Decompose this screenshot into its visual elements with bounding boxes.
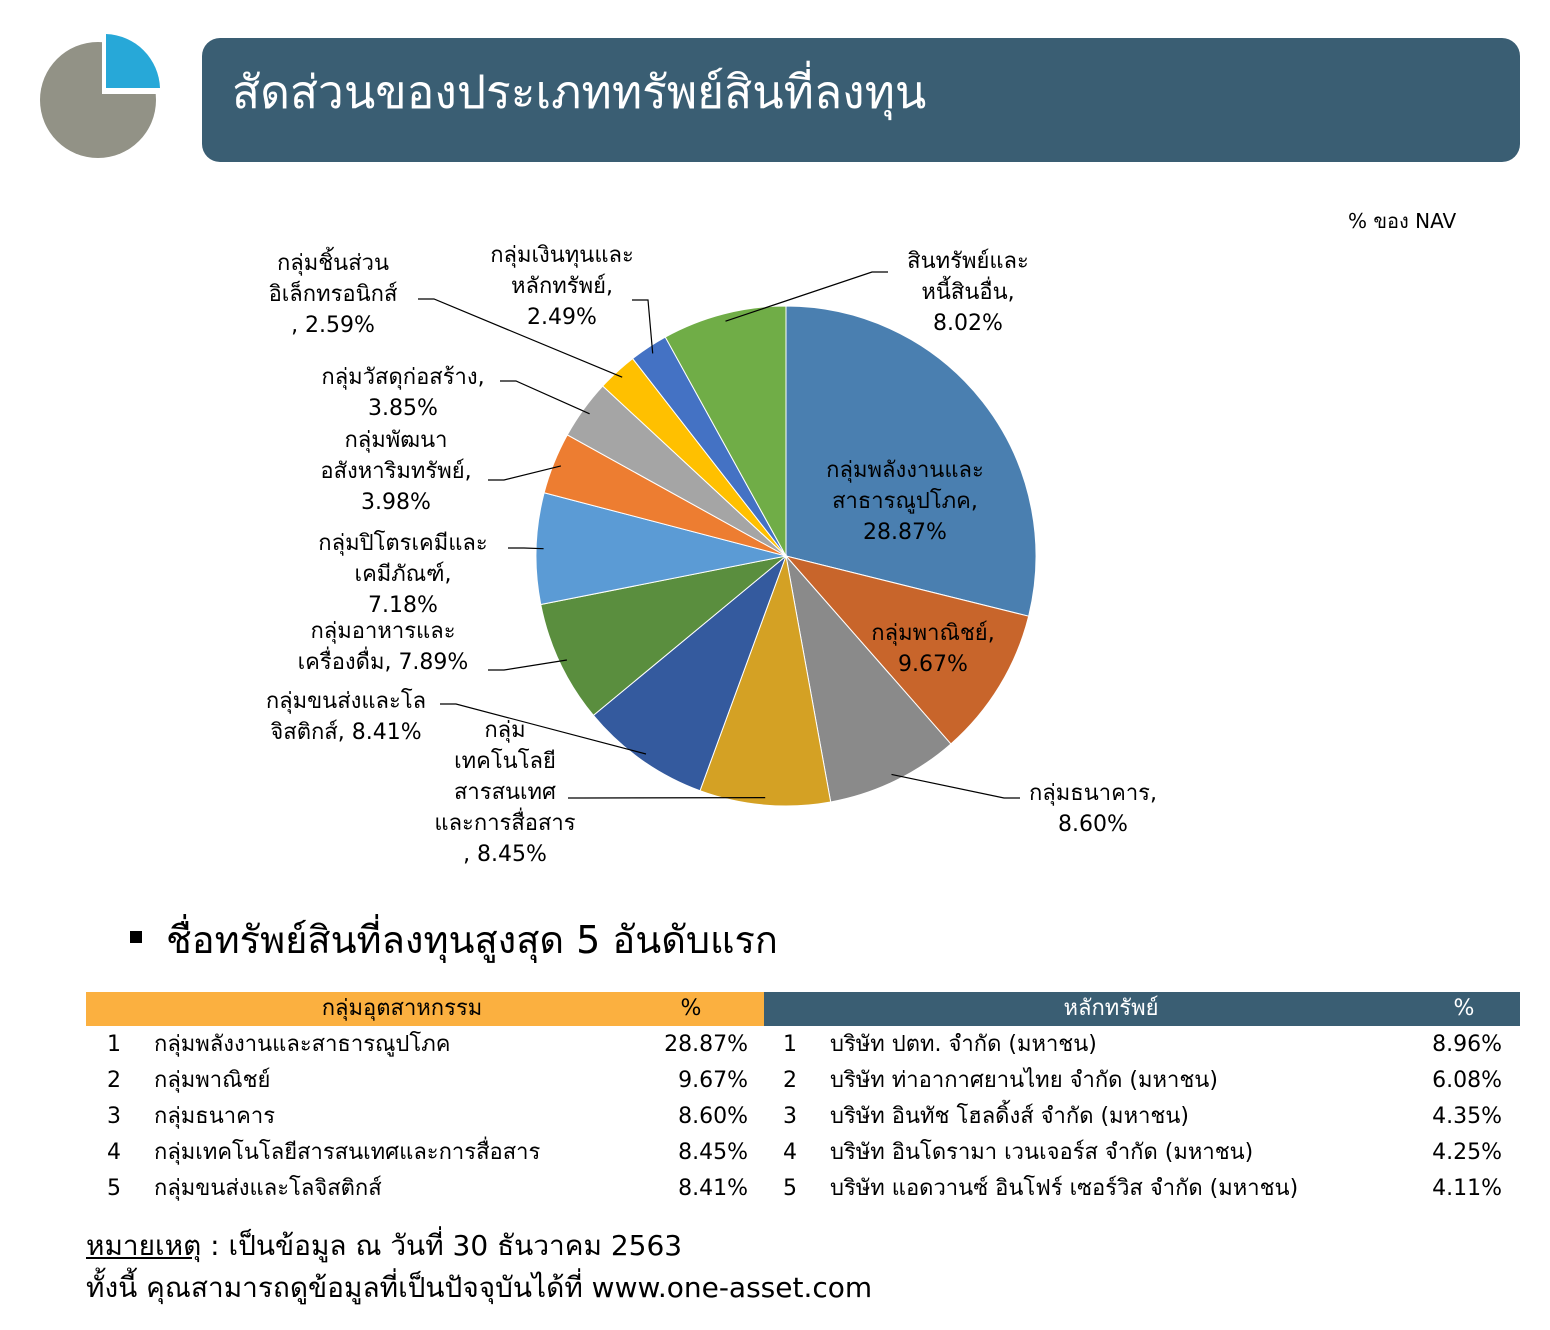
pie-slice-label-line: 2.49% — [527, 305, 597, 330]
note-line-1 — [86, 1226, 682, 1266]
note-line-2: ทั้งนี้ คุณสามารถดูข้อมูลที่เป็นปัจจุบันได้ที่ www.one-asset.com — [86, 1271, 873, 1304]
table-cell-rank: 5 — [107, 1176, 121, 1201]
pie-slice-label-line: อสังหาริมทรัพย์, — [320, 459, 472, 484]
table-cell-rank: 4 — [107, 1140, 121, 1165]
table-cell-pct: 4.11% — [1432, 1176, 1502, 1201]
table-cell-rank: 5 — [783, 1176, 797, 1201]
pie-slice-label-line: 3.98% — [361, 490, 431, 515]
securities-header-pct: % — [1453, 996, 1475, 1021]
pie-slice-label-line: กลุ่มปิโตรเคมีและ — [318, 531, 488, 556]
table-cell-name: กลุ่มขนส่งและโลจิสติกส์ — [154, 1176, 382, 1201]
note-label: หมายเหตุ — [86, 1229, 202, 1262]
table-cell-name: กลุ่มพลังงานและสาธารณูปโภค — [154, 1032, 451, 1057]
table-cell-name: กลุ่มเทคโนโลยีสารสนเทศและการสื่อสาร — [154, 1140, 541, 1165]
top5-heading: ชื่อทรัพย์สินที่ลงทุนสูงสุด 5 อันดับแรก — [130, 912, 778, 968]
pie-slice-label — [775, 455, 1035, 548]
pie-slice-label-line: หลักทรัพย์, — [510, 274, 613, 299]
pie-slice-label-line: เทคโนโลยี — [454, 749, 556, 774]
industry-header-name: กลุ่มอุตสาหกรรม — [321, 996, 483, 1021]
page-title: สัดส่วนของประเภททรัพย์สินที่ลงทุน — [232, 65, 927, 119]
pie-slice-label-line: กลุ่มวัสดุก่อสร้าง, — [321, 365, 485, 390]
note-text: : เป็นข้อมูล ณ วันที่ 30 ธันวาคม 2563 — [201, 1229, 683, 1262]
bullet-icon — [130, 931, 142, 943]
pie-slice-label-line: สินทรัพย์และ — [907, 249, 1029, 274]
pie-slice-label-line: หนี้สินอื่น, — [921, 280, 1015, 305]
table-cell-pct: 4.35% — [1432, 1104, 1502, 1129]
pie-slice-label-line: กลุ่มชิ้นส่วน — [276, 251, 390, 276]
pie-slice-label-line: กลุ่มธนาคาร, — [1028, 781, 1157, 806]
pie-slice-label-line: 8.02% — [933, 311, 1003, 336]
industry-header-pct: % — [680, 996, 702, 1021]
table-cell-name: บริษัท แอดวานซ์ อินโฟร์ เซอร์วิส จำกัด (มหาชน) — [830, 1176, 1299, 1201]
pie-slice-label — [273, 362, 533, 424]
pie-slice-label-line: สารสนเทศ — [453, 780, 557, 805]
pie-slice-label-line: , 8.45% — [463, 842, 547, 867]
pie-slice-label-line: เคมีภัณฑ์, — [354, 562, 452, 587]
table-cell-pct: 28.87% — [664, 1032, 748, 1057]
pie-slice-label-line: สาธารณูปโภค, — [832, 489, 978, 514]
pie-slice-label-line: กลุ่มพัฒนา — [344, 428, 448, 453]
table-cell-rank: 2 — [107, 1068, 121, 1093]
pie-slice-label-line: เครื่องดื่ม, 7.89% — [297, 650, 469, 675]
table-cell-name: บริษัท อินโดรามา เวนเจอร์ส จำกัด (มหาชน) — [830, 1140, 1254, 1165]
pie-slice-label-line: และการสื่อสาร — [434, 811, 576, 836]
table-cell-name: บริษัท ปตท. จำกัด (มหาชน) — [830, 1032, 1097, 1057]
pie-slice-label — [253, 616, 513, 678]
pie-slice-label-line: 28.87% — [863, 520, 947, 545]
table-cell-rank: 4 — [783, 1140, 797, 1165]
securities-header-name: หลักทรัพย์ — [1063, 996, 1159, 1021]
table-cell-name: บริษัท ท่าอากาศยานไทย จำกัด (มหาชน) — [830, 1068, 1218, 1093]
pie-slice-label-line: กลุ่มพาณิชย์, — [871, 621, 995, 646]
pie-slice-label-line: กลุ่มเงินทุนและ — [490, 243, 634, 268]
table-cell-rank: 1 — [107, 1032, 121, 1057]
pie-slice-label — [803, 618, 1063, 680]
table-cell-name: บริษัท อินทัช โฮลดิ้งส์ จำกัด (มหาชน) — [830, 1104, 1189, 1129]
table-cell-rank: 3 — [783, 1104, 797, 1129]
table-cell-pct: 6.08% — [1432, 1068, 1502, 1093]
pie-slice-label-line: กลุ่มขนส่งและโล — [265, 689, 427, 714]
table-cell-rank: 3 — [107, 1104, 121, 1129]
pie-slice-label-line: 8.60% — [1058, 812, 1128, 837]
table-cell-pct: 8.45% — [678, 1140, 748, 1165]
pie-slice-label-line: 7.18% — [368, 593, 438, 618]
table-cell-name: กลุ่มธนาคาร — [154, 1104, 276, 1129]
pie-slice-label — [216, 686, 476, 748]
pie-slice-label-line: , 2.59% — [291, 313, 375, 338]
table-cell-pct: 4.25% — [1432, 1140, 1502, 1165]
table-cell-name: กลุ่มพาณิชย์ — [154, 1068, 271, 1093]
pie-slice-label-line: กลุ่ม — [484, 718, 526, 743]
pie-slice-label — [963, 778, 1223, 840]
pie-slice-label — [432, 240, 692, 333]
pie-slice-label — [273, 528, 533, 621]
pie-slice-label-line: จิสติกส์, 8.41% — [270, 720, 422, 745]
chart-unit-label: % ของ NAV — [1348, 209, 1457, 233]
table-cell-rank: 1 — [783, 1032, 797, 1057]
table-cell-pct: 8.96% — [1432, 1032, 1502, 1057]
pie-slice-label — [203, 248, 463, 341]
pie-slice-label — [266, 425, 526, 518]
table-cell-pct: 8.41% — [678, 1176, 748, 1201]
pie-slice-label — [838, 246, 1098, 339]
table-cell-rank: 2 — [783, 1068, 797, 1093]
pie-slice-label-line: กลุ่มอาหารและ — [310, 619, 456, 644]
table-cell-pct: 9.67% — [678, 1068, 748, 1093]
pie-slice-label-line: 9.67% — [898, 652, 968, 677]
pie-slice-label-line: อิเล็กทรอนิกส์ — [268, 282, 398, 307]
pie-slice-label-line: กลุ่มพลังงานและ — [826, 458, 984, 483]
table-cell-pct: 8.60% — [678, 1104, 748, 1129]
pie-slice-label-line: 3.85% — [368, 396, 438, 421]
